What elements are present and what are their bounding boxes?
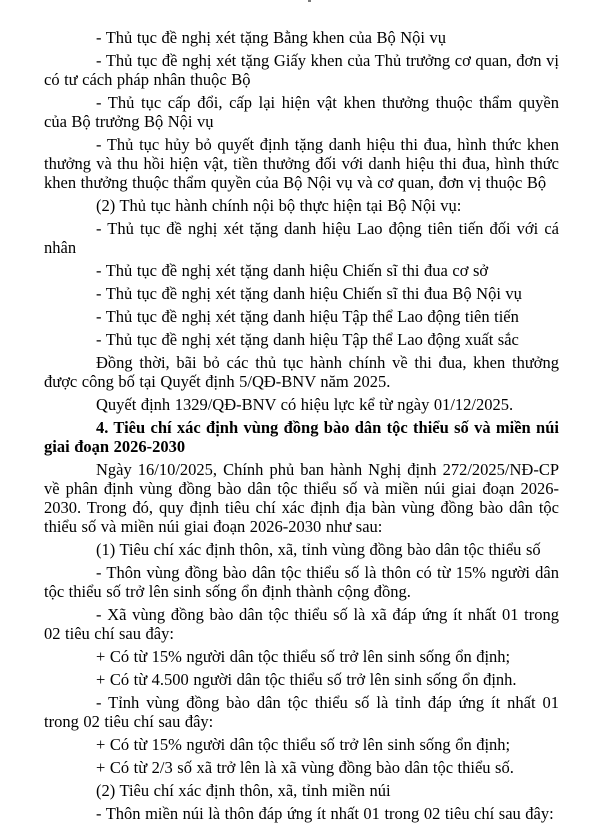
- paragraph: - Thủ tục đề nghị xét tặng Giấy khen của Thủ trưởng cơ quan, đơn vị có tư cách pháp nhân thuộc Bộ: [44, 51, 559, 89]
- paragraph: - Tỉnh vùng đồng bào dân tộc thiểu số là tỉnh đáp ứng ít nhất 01 trong 02 tiêu chí sau đây:: [44, 693, 559, 731]
- paragraph: (1) Tiêu chí xác định thôn, xã, tỉnh vùng đồng bào dân tộc thiểu số: [96, 540, 541, 559]
- list-item-paragraph: - Thủ tục đề nghị xét tặng danh hiệu Lao động tiên tiến đối với cá nhân: [44, 219, 559, 257]
- list-item-paragraph: + Có từ 15% người dân tộc thiểu số trở lên sinh sống ổn định;: [96, 735, 511, 754]
- page-top-cropped-mark: [308, 0, 311, 2]
- paragraph: Ngày 16/10/2025, Chính phủ ban hành Nghị định 272/2025/NĐ-CP về phân định vùng đồng bào dân tộc thiểu số và miền núi giai đoạn 2026-2030. Trong đó, quy định tiêu chí xác định địa bàn vùng đồng bào dân tộc thiểu số và miền núi giai đoạn 2026-2030 như sau:: [44, 460, 559, 536]
- paragraph: - Xã vùng đồng bào dân tộc thiểu số là xã đáp ứng ít nhất 01 trong 02 tiêu chí sau đây:: [44, 605, 559, 643]
- paragraph: - Thủ tục đề nghị xét tặng Bằng khen của Bộ Nội vụ: [96, 28, 447, 47]
- paragraph: - Thủ tục hủy bỏ quyết định tặng danh hiệu thi đua, hình thức khen thưởng và thu hồi hiện vật, tiền thưởng đối với danh hiệu thi đua, hình thức khen thưởng thuộc thẩm quyền của Bộ Nội vụ và cơ quan, đơn vị thuộc Bộ: [44, 135, 559, 192]
- list-item-paragraph: + Có từ 4.500 người dân tộc thiểu số trở lên sinh sống ổn định.: [96, 670, 517, 689]
- section-heading-4: 4. Tiêu chí xác định vùng đồng bào dân tộc thiểu số và miền núi giai đoạn 2026-2030: [44, 418, 559, 456]
- list-item-paragraph: + Có từ 15% người dân tộc thiểu số trở lên sinh sống ổn định;: [96, 647, 511, 666]
- paragraph: - Thôn miền núi là thôn đáp ứng ít nhất 01 trong 02 tiêu chí sau đây:: [96, 804, 554, 823]
- paragraph: - Thôn vùng đồng bào dân tộc thiểu số là thôn có từ 15% người dân tộc thiểu số trở lên sinh sống ổn định thành cộng đồng.: [44, 563, 559, 601]
- list-item-paragraph: - Thủ tục đề nghị xét tặng danh hiệu Chiến sĩ thi đua cơ sở: [96, 261, 489, 280]
- paragraph: Đồng thời, bãi bỏ các thủ tục hành chính về thi đua, khen thưởng được công bố tại Quyết định 5/QĐ-BNV năm 2025.: [44, 353, 559, 391]
- list-item-paragraph: - Thủ tục đề nghị xét tặng danh hiệu Chiến sĩ thi đua Bộ Nội vụ: [96, 284, 522, 303]
- list-item-paragraph: - Thủ tục đề nghị xét tặng danh hiệu Tập thể Lao động tiên tiến: [96, 307, 519, 326]
- paragraph: (2) Tiêu chí xác định thôn, xã, tỉnh miền núi: [96, 781, 391, 800]
- paragraph: (2) Thủ tục hành chính nội bộ thực hiện tại Bộ Nội vụ:: [96, 196, 462, 215]
- list-item-paragraph: - Thủ tục đề nghị xét tặng danh hiệu Tập thể Lao động xuất sắc: [96, 330, 519, 349]
- document-body: [44, 28, 559, 827]
- list-item-paragraph: + Có từ 2/3 số xã trở lên là xã vùng đồng bào dân tộc thiểu số.: [96, 758, 514, 777]
- paragraph: Quyết định 1329/QĐ-BNV có hiệu lực kể từ ngày 01/12/2025.: [96, 395, 514, 414]
- paragraph: - Thủ tục cấp đổi, cấp lại hiện vật khen thưởng thuộc thẩm quyền của Bộ trưởng Bộ Nội vụ: [44, 93, 559, 131]
